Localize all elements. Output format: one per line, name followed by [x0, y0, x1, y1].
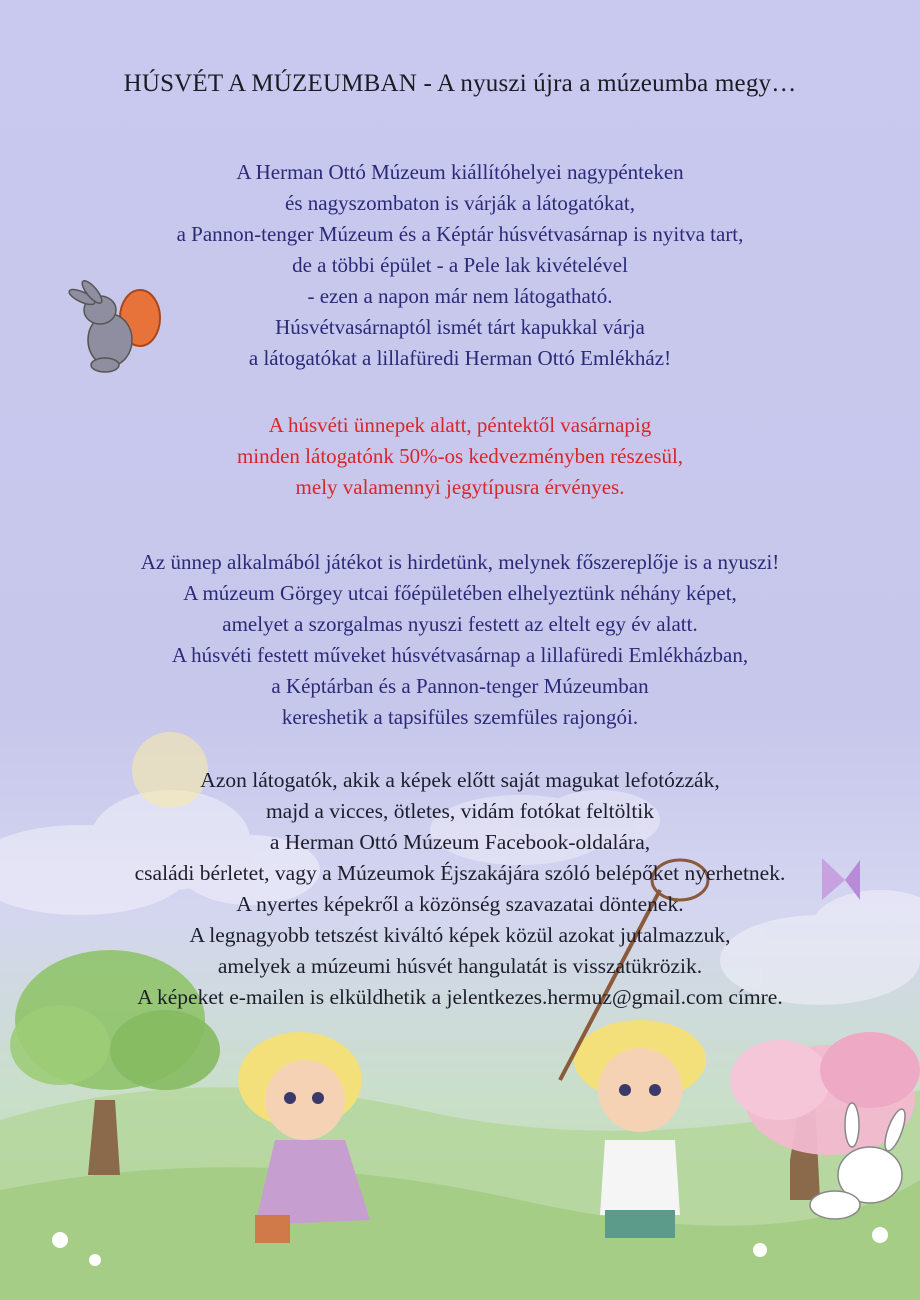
text-line: Az ünnep alkalmából játékot is hirdetünk, melynek főszereplője is a nyuszi!: [140, 550, 780, 574]
text-line: amelyek a múzeumi húsvét hangulatát is visszatükrözik.: [217, 954, 703, 978]
text-line: Azon látogatók, akik a képek előtt saját magukat lefotózzák,: [200, 768, 720, 792]
opening-hours-paragraph: [0, 157, 920, 374]
text-line: a látogatókat a lillafüredi Herman Ottó Emlékház!: [248, 346, 672, 370]
text-line: mely valamennyi jegytípusra érvényes.: [295, 475, 625, 499]
text-line: A nyertes képekről a közönség szavazatai döntenek.: [236, 892, 684, 916]
text-line: Húsvétvasárnaptól ismét tárt kapukkal várja: [275, 315, 645, 339]
text-line: de a többi épület - a Pele lak kivételével: [292, 253, 628, 277]
text-line: a Képtárban és a Pannon-tenger Múzeumban: [271, 674, 649, 698]
text-line: amelyet a szorgalmas nyuszi festett az eltelt egy év alatt.: [222, 612, 698, 636]
text-line: majd a vicces, ötletes, vidám fotókat feltöltik: [265, 799, 655, 823]
text-line: a Pannon-tenger Múzeum és a Képtár húsvétvasárnap is nyitva tart,: [176, 222, 744, 246]
page-title: HÚSVÉT A MÚZEUMBAN - A nyuszi újra a múzeumba megy…: [123, 70, 797, 97]
text-line: a Herman Ottó Múzeum Facebook-oldalára,: [269, 830, 651, 854]
text-line: A húsvéti ünnepek alatt, péntektől vasárnapig: [268, 413, 652, 437]
text-line: A múzeum Görgey utcai főépületében elhelyeztünk néhány képet,: [183, 581, 737, 605]
text-line: családi bérletet, vagy a Múzeumok Éjszakájára szóló belépőket nyerhetnek.: [134, 861, 786, 885]
text-line: minden látogatónk 50%-os kedvezményben részesül,: [236, 444, 684, 468]
discount-paragraph: [0, 410, 920, 503]
text-line: - ezen a napon már nem látogatható.: [307, 284, 613, 308]
text-line: A Herman Ottó Múzeum kiállítóhelyei nagypénteken: [236, 160, 684, 184]
text-line: kereshetik a tapsifüles szemfüles rajongói.: [281, 705, 639, 729]
game-paragraph: [0, 547, 920, 733]
text-line: és nagyszombaton is várják a látogatókat,: [285, 191, 635, 215]
text-line: A legnagyobb tetszést kiváltó képek közül azokat jutalmazzuk,: [189, 923, 731, 947]
photo-contest-paragraph: [0, 765, 920, 1013]
text-line: A képeket e-mailen is elküldhetik a jelentkezes.hermuz@gmail.com címre.: [137, 985, 783, 1009]
text-line: A húsvéti festett műveket húsvétvasárnap a lillafüredi Emlékházban,: [171, 643, 749, 667]
